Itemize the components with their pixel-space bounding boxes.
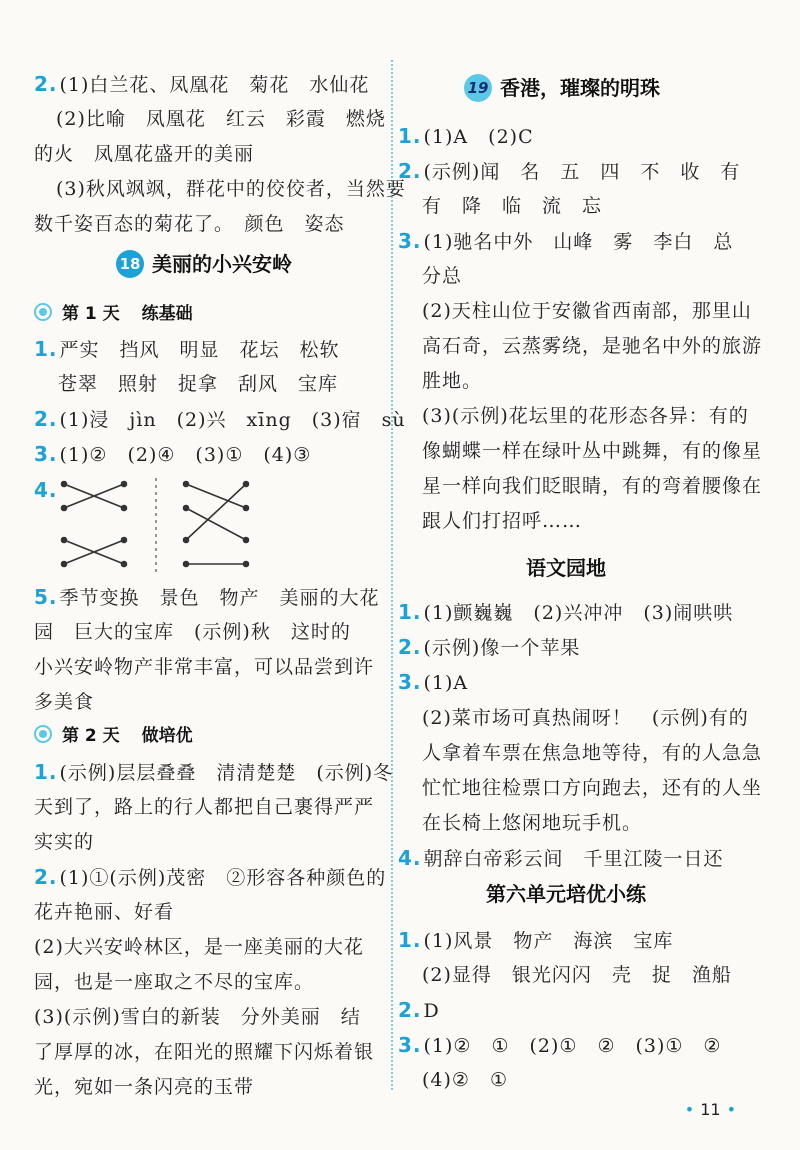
answer-line: 高石奇，云蒸雾绕，是驰名中外的旅游	[422, 335, 763, 357]
answer-line	[34, 760, 393, 785]
answer-text: (1)颤巍巍 (2)兴冲冲 (3)闹哄哄	[423, 602, 734, 624]
answer-line: (3)秋风飒飒，群花中的佼佼者，当然要	[56, 178, 406, 200]
answer-line	[34, 72, 369, 97]
answer-line: (2)比喻 凤凰花 红云 彩霞 燃烧	[56, 108, 386, 130]
dot-icon: •	[684, 1100, 695, 1119]
answer-text: (1)② ① (2)① ② (3)① ②	[423, 1035, 722, 1057]
answer-line	[398, 159, 740, 184]
answer-line: 分总	[422, 265, 463, 287]
question-number: 3.	[398, 1033, 422, 1057]
answer-text: (1)浸 jìn (2)兴 xīng (3)宿 sù	[59, 409, 406, 431]
question-number: 3.	[34, 442, 58, 466]
question-number: 2.	[398, 159, 422, 183]
day-subtitle: 做培优	[141, 726, 193, 746]
question-number: 2.	[34, 407, 58, 431]
answer-line: 苍翠 照射 捉拿 刮风 宝库	[58, 373, 339, 395]
target-icon	[34, 303, 52, 321]
answer-text: (1)② (2)④ (3)① (4)③	[59, 444, 312, 466]
answer-line	[398, 124, 534, 149]
question-number: 2.	[398, 998, 422, 1022]
answer-text: (示例)层层叠叠 清清楚楚 (示例)冬	[59, 762, 394, 784]
lesson-18-title	[116, 250, 292, 278]
answer-line	[34, 865, 386, 890]
matching-lines-diagram	[58, 478, 288, 578]
answer-line: 的火 凤凰花盛开的美丽	[34, 143, 255, 165]
answer-line: (2)显得 银光闪闪 壳 捉 渔船	[422, 964, 732, 986]
question-number: 1.	[34, 337, 58, 361]
question-number: 4.	[398, 846, 422, 870]
day-label: 第 2 天	[62, 726, 120, 746]
answer-line: 胜地。	[422, 370, 483, 392]
day-subtitle: 练基础	[141, 304, 193, 324]
answer-line: (3)(示例)雪白的新装 分外美丽 结	[34, 1006, 361, 1028]
answer-line: 园 巨大的宝库 (示例)秋 这时的	[34, 621, 351, 643]
answer-line: (2)菜市场可真热闹呀！ (示例)有的	[422, 707, 749, 729]
answer-line: 有 降 临 流 忘	[422, 195, 603, 217]
answer-line	[398, 600, 733, 625]
answer-line: 像蝴蝶一样在绿叶丛中跳舞，有的像星	[422, 440, 763, 462]
lesson-number-badge: 18	[116, 250, 144, 278]
column-divider	[391, 60, 393, 1090]
answer-line: 忙忙地往检票口方向跑去，还有的人坐	[422, 777, 763, 799]
dot-icon: •	[726, 1100, 736, 1119]
page-number-text: 11	[700, 1100, 721, 1119]
question-number: 2.	[34, 72, 58, 96]
question-number: 1.	[34, 760, 58, 784]
day-2-header	[34, 724, 193, 748]
answer-text: (示例)像一个苹果	[423, 637, 581, 659]
question-number: 3.	[398, 229, 422, 253]
day-1-header	[34, 302, 193, 326]
answer-line	[34, 585, 380, 610]
lesson-title-text: 美丽的小兴安岭	[152, 252, 292, 276]
answer-line: (4)② ①	[422, 1069, 508, 1091]
answer-text: (1)①(示例)茂密 ②形容各种颜色的	[59, 867, 387, 889]
answer-text: (1)驰名中外 山峰 雾 李白 总	[423, 231, 734, 253]
answer-line	[398, 1033, 721, 1058]
answer-line: 花卉艳丽、好看	[34, 901, 175, 923]
question-number: 2.	[398, 635, 422, 659]
answer-line	[398, 670, 468, 695]
answer-line: 人拿着车票在焦急地等待，有的人急急	[422, 742, 763, 764]
answer-text: (1)A	[423, 672, 469, 694]
answer-text: D	[423, 1000, 440, 1022]
answer-line	[398, 635, 580, 660]
answer-text: 朝辞白帝彩云间 千里江陵一日还	[423, 848, 724, 870]
answer-line: 在长椅上悠闲地玩手机。	[422, 812, 643, 834]
question-number: 1.	[398, 124, 422, 148]
answer-line	[34, 407, 406, 432]
question-number: 1.	[398, 600, 422, 624]
target-icon	[34, 725, 52, 743]
day-label: 第 1 天	[62, 304, 120, 324]
answer-line	[398, 846, 724, 871]
answer-line: (2)天柱山位于安徽省西南部，那里山	[422, 300, 752, 322]
lesson-19-title	[464, 74, 660, 102]
answer-line: 星一样向我们眨眼睛，有的弯着腰像在	[422, 475, 763, 497]
question-number: 2.	[34, 865, 58, 889]
answer-text: 季节变换 景色 物产 美丽的大花	[59, 587, 380, 609]
answer-line: 天到了，路上的行人都把自己裹得严严	[34, 796, 375, 818]
page-number	[679, 1100, 742, 1119]
answer-line: 园，也是一座取之不尽的宝库。	[34, 971, 315, 993]
answer-line	[398, 928, 673, 953]
question-number: 4.	[34, 478, 58, 502]
question-number: 5.	[34, 585, 58, 609]
answer-text: (1)A (2)C	[423, 126, 534, 148]
answer-line	[398, 998, 440, 1023]
answer-line	[34, 442, 311, 467]
question-number: 1.	[398, 928, 422, 952]
answer-line: 光，宛如一条闪亮的玉带	[34, 1076, 255, 1098]
answer-line: 实实的	[34, 831, 95, 853]
answer-line: 了厚厚的冰，在阳光的照耀下闪烁着银	[34, 1041, 375, 1063]
answer-line	[34, 337, 340, 362]
answer-line: 小兴安岭物产非常丰富，可以品尝到许	[34, 656, 375, 678]
answer-line: 跟人们打招呼……	[422, 510, 583, 532]
answer-text: (1)风景 物产 海滨 宝库	[423, 930, 674, 952]
question-number: 3.	[398, 670, 422, 694]
answer-line	[398, 229, 733, 254]
answer-text: (1)白兰花、凤凰花 菊花 水仙花	[59, 74, 370, 96]
lesson-title-text: 香港，璀璨的明珠	[500, 76, 660, 100]
answer-line	[34, 478, 60, 503]
section-title: 第六单元培优小练	[486, 882, 646, 906]
answer-line: 多美食	[34, 691, 95, 713]
answer-text: 严实 挡风 明显 花坛 松软	[59, 339, 340, 361]
answer-text: (示例)闻 名 五 四 不 收 有	[423, 161, 741, 183]
lesson-number-badge: 19	[464, 74, 492, 102]
section-title: 语文园地	[526, 556, 606, 580]
answer-line: (3)(示例)花坛里的花形态各异：有的	[422, 405, 749, 427]
answer-line: (2)大兴安岭林区，是一座美丽的大花	[34, 936, 364, 958]
answer-line: 数千姿百态的菊花了。 颜色 姿态	[34, 213, 345, 235]
